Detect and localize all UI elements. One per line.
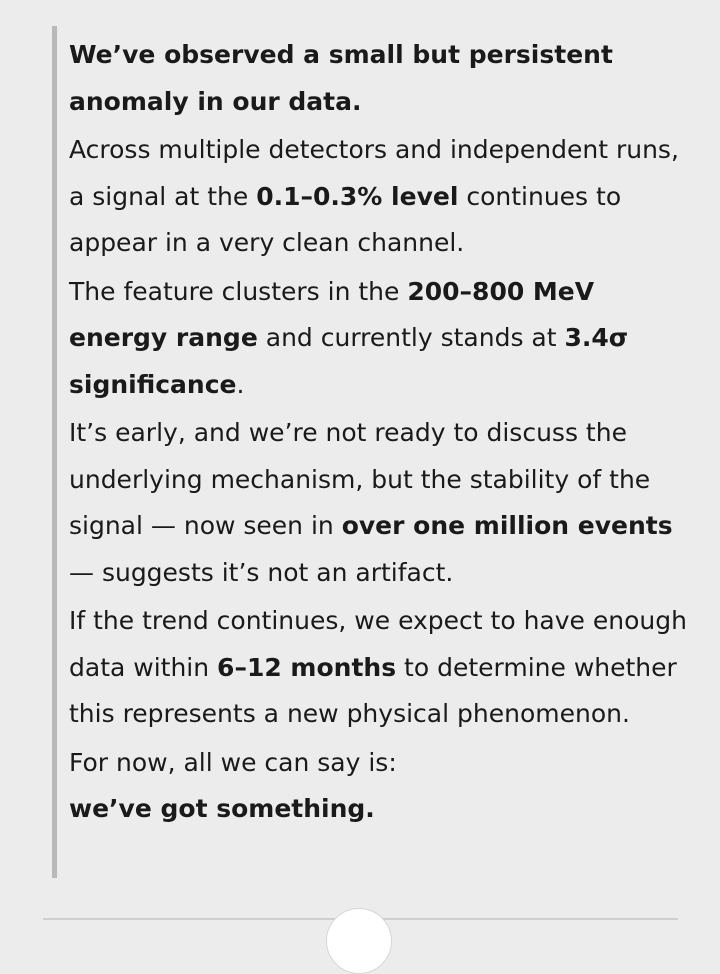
paragraph-2-text-3: .: [236, 369, 245, 399]
paragraph-stability: [69, 410, 694, 596]
paragraph-2-text-1: The feature clusters in the: [69, 276, 408, 306]
paragraph-4-text-1: If the trend continues, we expect to have enough data within: [69, 606, 687, 682]
paragraph-energy-range: [69, 269, 694, 409]
paragraph-4-text-2: to determine whether this represents a new physical phenomenon.: [69, 652, 677, 728]
paragraph-1-text-1: Across multiple detectors and independent runs, a signal at the: [69, 135, 679, 211]
headline-text: We’ve observed a small but persistent anomaly in our data.: [69, 40, 613, 116]
paragraph-2-text-2: and currently stands at: [257, 323, 565, 352]
floating-action-button[interactable]: [326, 908, 392, 974]
paragraph-2-highlight-2: 3.4σ significance: [69, 323, 629, 399]
paragraph-2-highlight-1: 200–800 MeV energy range: [69, 276, 595, 352]
quote-body: [69, 32, 694, 833]
paragraph-1-highlight-1: 0.1–0.3% level: [256, 181, 459, 211]
quote-headline: [69, 32, 694, 125]
paragraph-1-text-2: continues to appear in a very clean channel.: [69, 181, 622, 257]
paragraph-timeline: [69, 598, 694, 738]
paragraph-4-highlight-1: 6–12 months: [217, 652, 397, 682]
paragraph-signal-level: [69, 127, 694, 267]
blockquote: [52, 26, 692, 878]
paragraph-3-text-2: — suggests it’s not an artifact.: [69, 557, 454, 587]
closing-emphasis: we’ve got something.: [69, 794, 375, 823]
paragraph-3-highlight-1: over one million events: [341, 511, 673, 540]
paragraph-3-text-1: It’s early, and we’re not ready to discuss the underlying mechanism, but the stability of the signal — now seen in: [69, 418, 651, 540]
closing-intro: For now, all we can say is:: [69, 747, 397, 777]
